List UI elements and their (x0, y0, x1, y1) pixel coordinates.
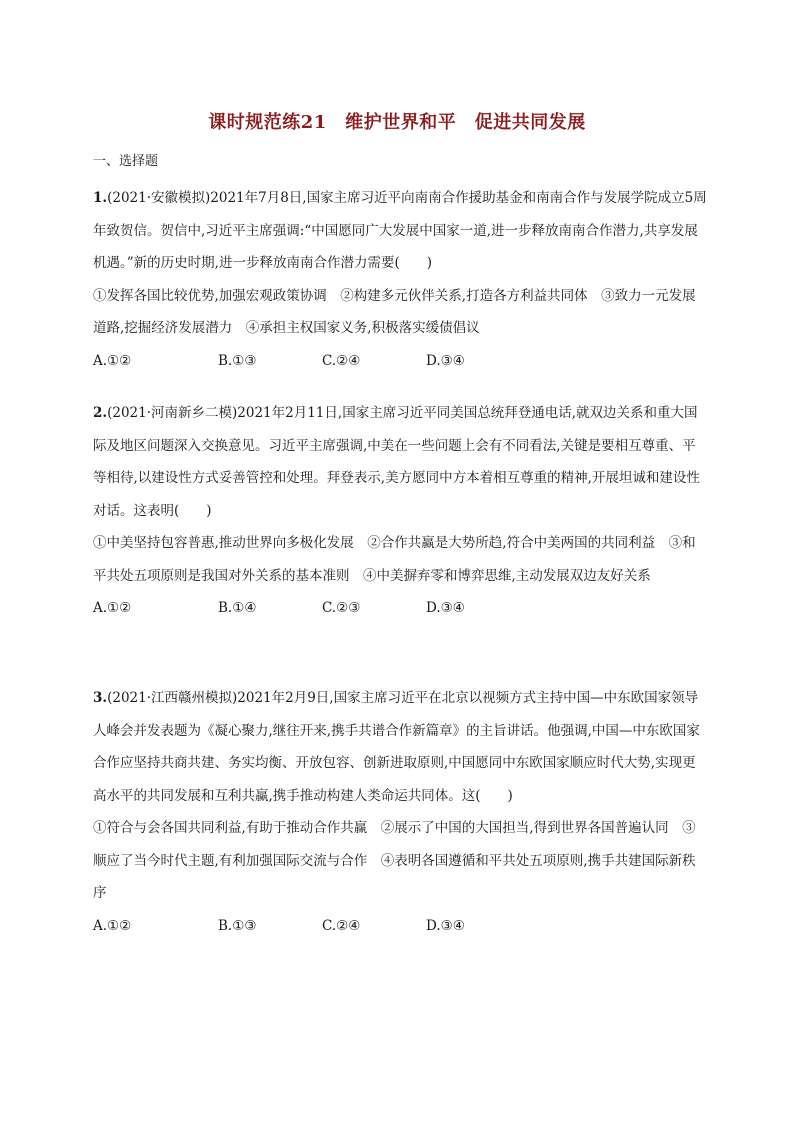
option-b[interactable]: B.①③ (218, 917, 257, 934)
option-d[interactable]: D.③④ (426, 352, 465, 369)
option-d[interactable]: D.③④ (426, 600, 465, 616)
option-a[interactable]: A.①② (93, 917, 132, 934)
question-2 (93, 397, 708, 624)
question-stem (93, 182, 708, 280)
option-b[interactable]: B.①③ (218, 352, 257, 369)
question-text: (2021·安徽模拟)2021年7月8日,国家主席习近平向南南合作援助基金和南南合作与发展学院成立5周年致贺信。贺信中,习近平主席强调:“中国愿同广大发展中国家一道,进一步释放南南合作潜力,共享发展机遇。”新的历史时期,进一步释放南南合作潜力需要( ) (93, 190, 707, 271)
question-number: 1. (93, 190, 108, 206)
option-c[interactable]: C.②④ (322, 917, 361, 934)
question-stem (93, 682, 708, 812)
option-c[interactable]: C.②③ (322, 600, 361, 616)
question-text: (2021·河南新乡二模)2021年2月11日,国家主席习近平同美国总统拜登通电话,就双边关系和重大国际及地区问题深入交换意见。习近平主席强调,中美在一些问题上会有不同看法,关键是要相互尊重、平等相待,以建设性方式妥善管控和处理。拜登表示,美方愿同中方本着相互尊重的精神,开展坦诚和建设性对话。这表明( ) (93, 405, 700, 519)
option-a[interactable]: A.①② (93, 352, 132, 369)
question-number: 3. (93, 690, 108, 706)
question-text: (2021·江西赣州模拟)2021年2月9日,国家主席习近平在北京以视频方式主持中国—中东欧国家领导人峰会并发表题为《凝心聚力,继往开来,携手共谱合作新篇章》的主旨讲话。他强调,中国—中东欧国家合作应坚持共商共建、务实均衡、开放包容、创新进取原则,中国愿同中东欧国家顺应时代大势,实现更高水平的共同发展和互利共赢,携手推动构建人类命运共同体。这( ) (93, 690, 700, 804)
question-1 (93, 182, 708, 377)
page-title: 课时规范练21 维护世界和平 促进共同发展 (208, 112, 586, 133)
answer-options (93, 345, 708, 377)
option-d[interactable]: D.③④ (426, 917, 465, 934)
option-a[interactable]: A.①② (93, 600, 132, 616)
question-3 (93, 682, 708, 942)
option-c[interactable]: C.②④ (322, 352, 361, 369)
option-b[interactable]: B.①④ (218, 600, 257, 616)
question-stem (93, 397, 708, 527)
answer-options (93, 592, 708, 624)
question-statements: ①符合与会各国共同利益,有助于推动合作共赢 ②展示了中国的大国担当,得到世界各国普遍认同 ③顺应了当今时代主题,有利加强国际交流与合作 ④表明各国遵循和平共处五项原则,携手共建国际新秩序 (93, 820, 696, 901)
section-heading: 一、选择题 (93, 154, 159, 169)
answer-options (93, 910, 708, 942)
question-statements: ①发挥各国比较优势,加强宏观政策协调 ②构建多元伙伴关系,打造各方利益共同体 ③致力一元发展道路,挖掘经济发展潜力 ④承担主权国家义务,积极落实缓债倡议 (93, 287, 696, 336)
question-statements: ①中美坚持包容普惠,推动世界向多极化发展 ②合作共赢是大势所趋,符合中美两国的共同利益 ③和平共处五项原则是我国对外关系的基本准则 ④中美摒弃零和博弈思维,主动发展双边友好关系 (93, 535, 696, 584)
question-number: 2. (93, 405, 108, 421)
